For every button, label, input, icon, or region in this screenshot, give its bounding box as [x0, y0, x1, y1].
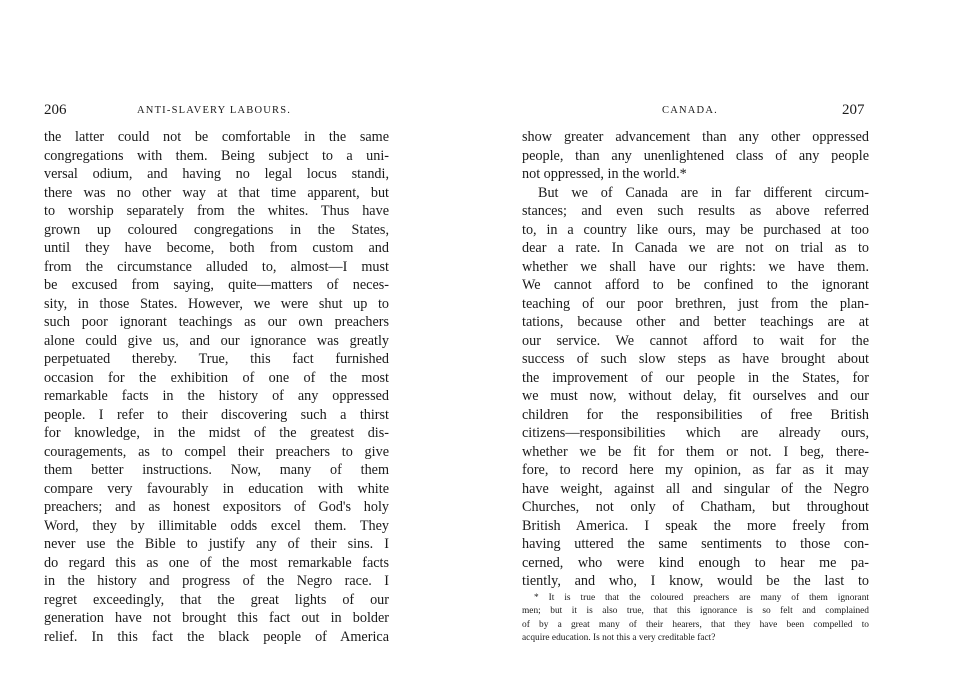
- running-head: CANADA.: [662, 105, 718, 116]
- text-line: compare very favourably in education with white: [44, 480, 389, 497]
- text-line: them better instructions. Now, many of them: [44, 462, 389, 478]
- left-page-header: [0, 102, 490, 120]
- text-line: show greater advancement than any other oppressed: [522, 129, 869, 145]
- text-line: Churches, not only of Chatham, but throughout: [522, 499, 869, 515]
- text-line: tiently, and who, I know, would be the last to: [522, 573, 869, 589]
- running-head: ANTI-SLAVERY LABOURS.: [137, 105, 292, 116]
- text-line: whether we shall have our rights: we have them.: [522, 258, 869, 275]
- text-line: having uttered the same sentiments to those con-: [522, 536, 869, 552]
- footnote-line: * It is true that the coloured preachers are many of them ignorant: [534, 593, 869, 603]
- left-page-body: [44, 128, 389, 646]
- text-line: British America. I speak the more freely from: [522, 517, 869, 534]
- footnote-line: men; but it is also true, that this ignorance is so felt and complained: [522, 606, 869, 617]
- footnote-line: acquire education. Is not this a very creditable fact?: [522, 632, 716, 643]
- text-line: perpetuated thereby. True, this fact furnished: [44, 351, 389, 367]
- text-line: tations, because other and better teachings are at: [522, 314, 869, 330]
- right-page-header: [490, 102, 980, 120]
- text-line: sity, in those States. However, we were shut up to: [44, 295, 389, 312]
- text-line: success of such slow steps as have brought about: [522, 351, 869, 367]
- text-line: citizens—responsibilities which are already ours,: [522, 425, 869, 441]
- page-number: 206: [44, 102, 67, 118]
- text-line: to, in a country like ours, may be purchased at too: [522, 221, 869, 238]
- text-line: for knowledge, in the midst of the greatest dis-: [44, 425, 389, 441]
- text-line: occasion for the exhibition of one of the most: [44, 369, 389, 386]
- text-line: regret exceedingly, that the great lights of our: [44, 591, 389, 608]
- text-line: alone could give us, and our ignorance was greatly: [44, 332, 389, 349]
- text-line: We cannot afford to be confined to the ignorant: [522, 277, 869, 293]
- text-line: people, than any unenlightened class of any people: [522, 147, 869, 164]
- footnote: [522, 592, 869, 645]
- text-line: have weight, against all and singular of the Negro: [522, 480, 869, 497]
- text-line: dear a rate. In Canada we are not on trial as to: [522, 240, 869, 256]
- text-line: people. I refer to their discovering such a thirst: [44, 406, 389, 423]
- text-line: stances; and even such results as above referred: [522, 203, 869, 219]
- text-line: in the history and progress of the Negro race. I: [44, 573, 389, 589]
- text-line: whether we be fit for them or not. I beg, there-: [522, 443, 869, 460]
- page-number: 207: [842, 102, 865, 118]
- text-line: we must now, without delay, fit ourselves and our: [522, 388, 869, 404]
- text-line: not oppressed, in the world.*: [522, 166, 687, 182]
- footnote-line: of by a great many of their hearers, that they have been compelled to: [522, 619, 869, 630]
- text-line: our service. We cannot afford to wait for the: [522, 332, 869, 349]
- text-line: Word, they by illimitable odds excel them. They: [44, 517, 389, 534]
- text-line: cerned, who were kind enough to hear me pa-: [522, 554, 869, 571]
- text-line: to worship separately from the whites. Thus have: [44, 203, 389, 219]
- text-line: until they have become, both from custom and: [44, 240, 389, 256]
- text-line: do regard this as one of the most remarkable facts: [44, 554, 389, 571]
- text-line: teaching of our poor brethren, just from the plan-: [522, 295, 869, 312]
- text-line: there was no other way at that time apparent, but: [44, 184, 389, 201]
- text-line: remarkable facts in the history of any oppressed: [44, 388, 389, 404]
- text-line: relief. In this fact the black people of America: [44, 628, 389, 645]
- right-page: [490, 0, 980, 685]
- text-line: But we of Canada are in far different circum-: [538, 184, 869, 201]
- text-line: grown up coloured congregations in the States,: [44, 221, 389, 238]
- text-line: be excused from saying, quite—matters of neces-: [44, 277, 389, 293]
- text-line: from the circumstance alluded to, almost—I must: [44, 258, 389, 275]
- text-line: versal odium, and having no legal locus standi,: [44, 166, 389, 182]
- text-line: such poor ignorant teachings as our own preachers: [44, 314, 389, 330]
- text-line: the latter could not be comfortable in the same: [44, 129, 389, 145]
- text-line: generation have not brought this fact out in bolder: [44, 610, 389, 626]
- text-line: the improvement of our people in the States, for: [522, 369, 869, 386]
- text-line: congregations with them. Being subject to a uni-: [44, 147, 389, 164]
- text-line: fore, to record here my opinion, as far as it may: [522, 462, 869, 478]
- text-line: children for the responsibilities of free British: [522, 406, 869, 423]
- right-page-body: [522, 128, 869, 591]
- text-line: couragements, as to compel their preachers to give: [44, 443, 389, 460]
- text-line: never use the Bible to justify any of their sins. I: [44, 536, 389, 552]
- text-line: preachers; and as honest expositors of God's holy: [44, 499, 389, 515]
